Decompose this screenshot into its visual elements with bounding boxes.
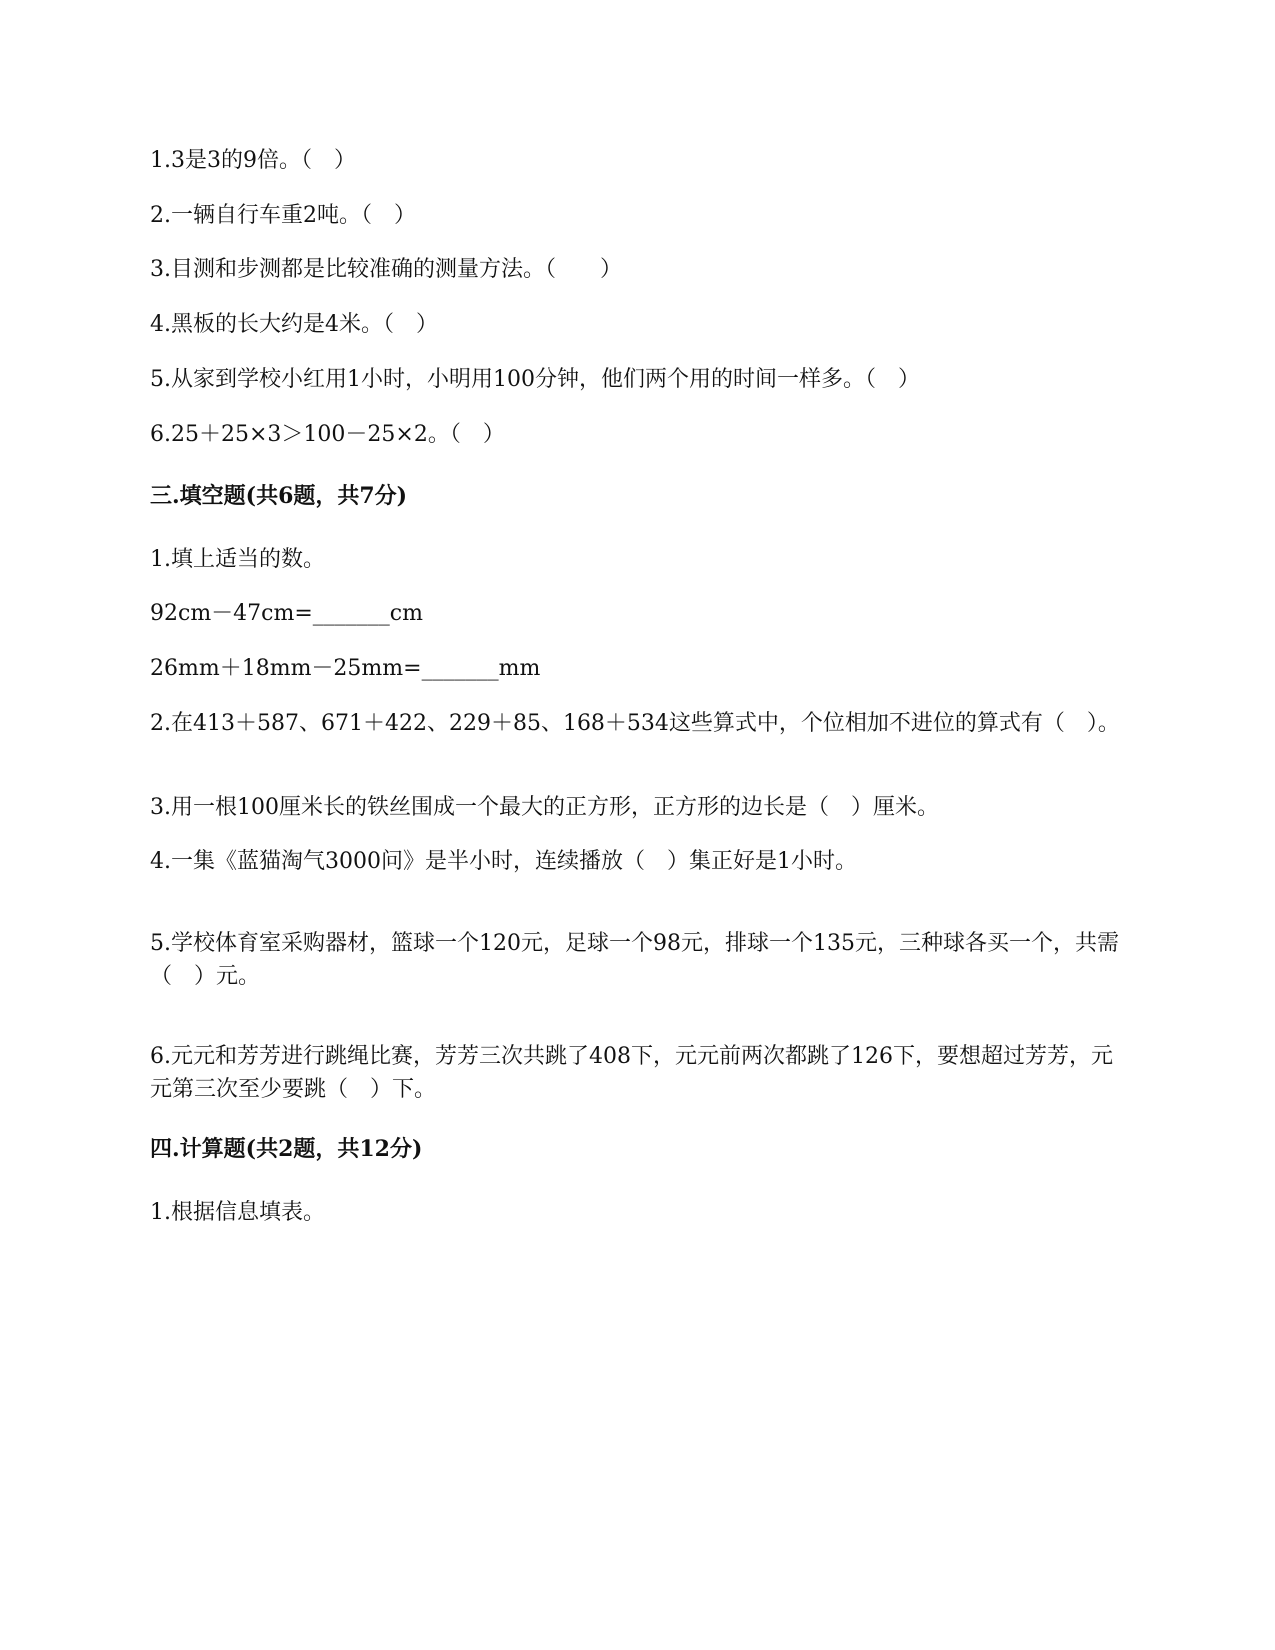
calc-question-1: 1.根据信息填表。 [150, 1200, 325, 1225]
judge-item-6: 6.25＋25×3＞100－25×2。（ ） [150, 422, 505, 447]
fill-question-6: 6.元元和芳芳进行跳绳比赛，芳芳三次共跳了408下，元元前两次都跳了126下，要想超过芳芳，元元第三次至少要跳（ ）下。 [150, 1044, 1113, 1102]
fill-question-4: 4.一集《蓝猫淘气3000问》是半小时，连续播放（ ）集正好是1小时。 [150, 849, 857, 874]
fill-question-3: 3.用一根100厘米长的铁丝围成一个最大的正方形，正方形的边长是（ ）厘米。 [150, 795, 939, 820]
section-4-title: 四.计算题(共2题，共12分) [150, 1136, 423, 1162]
fill-question-2: 2.在413＋587、671＋422、229＋85、168＋534这些算式中，个位相加不进位的算式有（ ）。 [150, 711, 1120, 736]
judge-item-5: 5.从家到学校小红用1小时，小明用100分钟，他们两个用的时间一样多。（ ） [150, 367, 920, 392]
judge-item-4: 4.黑板的长大约是4米。（ ） [150, 312, 438, 337]
fill-question-5: 5.学校体育室采购器材，篮球一个120元，足球一个98元，排球一个135元，三种球各买一个，共需（ ）元。 [150, 931, 1119, 989]
judge-item-2: 2.一辆自行车重2吨。（ ） [150, 203, 416, 228]
fill-question-1-line-2: 26mm＋18mm－25mm=_______mm [150, 656, 541, 681]
judge-item-3: 3.目测和步测都是比较准确的测量方法。（ ） [150, 257, 622, 282]
judge-item-1: 1.3是3的9倍。（ ） [150, 148, 356, 173]
fill-question-1: 1.填上适当的数。 [150, 547, 325, 572]
fill-question-1-line-1: 92cm－47cm=_______cm [150, 601, 423, 626]
section-3-title: 三.填空题(共6题，共7分) [150, 483, 408, 509]
